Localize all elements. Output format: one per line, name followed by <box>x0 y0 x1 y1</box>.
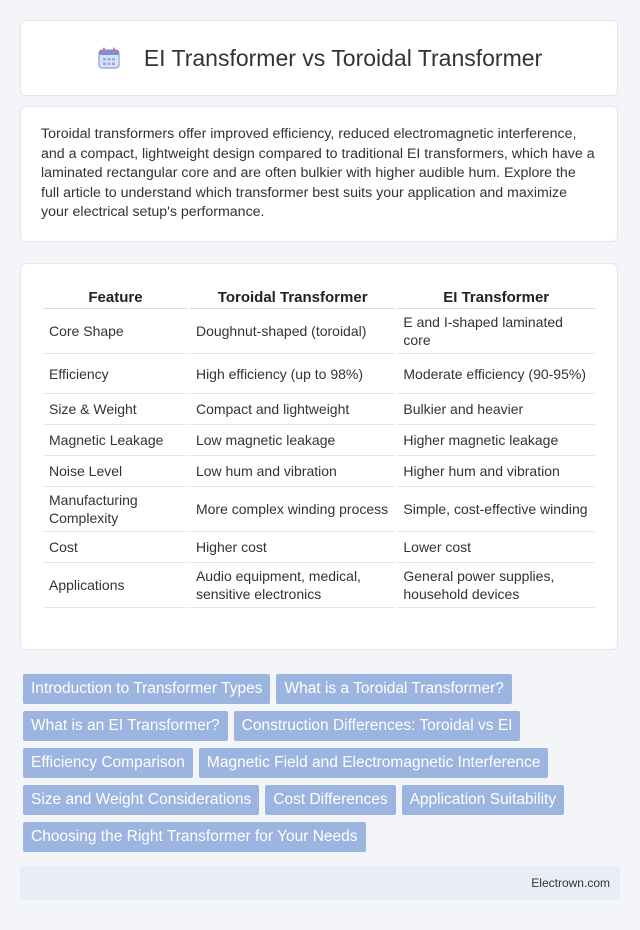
table-row <box>43 563 595 608</box>
header-ei: EI Transformer <box>397 286 595 309</box>
table-cell: Noise Level <box>43 456 188 487</box>
table-cell: Lower cost <box>397 532 595 563</box>
comparison-card <box>20 263 618 650</box>
header-toroidal: Toroidal Transformer <box>190 286 395 309</box>
topic-link[interactable]: Application Suitability <box>402 785 564 815</box>
topic-link[interactable]: Choosing the Right Transformer for Your Needs <box>23 822 366 852</box>
table-cell: Applications <box>43 563 188 608</box>
footer <box>20 866 620 900</box>
table-cell: Higher magnetic leakage <box>397 425 595 456</box>
table-cell: Efficiency <box>43 354 188 394</box>
intro-card <box>20 106 618 242</box>
table-cell: Size & Weight <box>43 394 188 425</box>
table-row <box>43 394 595 425</box>
table-row <box>43 456 595 487</box>
table-cell: Magnetic Leakage <box>43 425 188 456</box>
topic-link[interactable]: Magnetic Field and Electromagnetic Interference <box>199 748 548 778</box>
table-cell: Audio equipment, medical, sensitive electronics <box>190 563 395 608</box>
table-cell: E and I-shaped laminated core <box>397 309 595 354</box>
topic-link[interactable]: Size and Weight Considerations <box>23 785 259 815</box>
header-feature: Feature <box>43 286 188 309</box>
table-cell: Core Shape <box>43 309 188 354</box>
table-row <box>43 309 595 354</box>
topic-link[interactable]: Introduction to Transformer Types <box>23 674 270 704</box>
topic-link[interactable]: What is an EI Transformer? <box>23 711 228 741</box>
page-title <box>96 45 542 72</box>
table-cell: More complex winding process <box>190 487 395 532</box>
table-cell: Compact and lightweight <box>190 394 395 425</box>
table-cell: Higher cost <box>190 532 395 563</box>
footer-site-link[interactable]: Electrown.com <box>531 876 610 890</box>
table-row <box>43 354 595 394</box>
topic-link[interactable]: Construction Differences: Toroidal vs EI <box>234 711 521 741</box>
table-cell: Low hum and vibration <box>190 456 395 487</box>
topic-links <box>20 674 620 859</box>
table-header-row <box>43 286 595 309</box>
comparison-table <box>41 286 597 608</box>
table-cell: Higher hum and vibration <box>397 456 595 487</box>
title-card <box>20 20 618 96</box>
table-cell: Bulkier and heavier <box>397 394 595 425</box>
table-cell: Manufacturing Complexity <box>43 487 188 532</box>
table-cell: Low magnetic leakage <box>190 425 395 456</box>
table-cell: High efficiency (up to 98%) <box>190 354 395 394</box>
topic-link[interactable]: What is a Toroidal Transformer? <box>276 674 511 704</box>
table-cell: Cost <box>43 532 188 563</box>
table-cell: Doughnut-shaped (toroidal) <box>190 309 395 354</box>
table-row <box>43 532 595 563</box>
table-cell: Simple, cost-effective winding <box>397 487 595 532</box>
table-row <box>43 487 595 532</box>
page-title-text: EI Transformer vs Toroidal Transformer <box>143 44 543 71</box>
table-cell: Moderate efficiency (90-95%) <box>397 354 595 394</box>
topic-link[interactable]: Cost Differences <box>265 785 395 815</box>
intro-text: Toroidal transformers offer improved efficiency, reduced electromagnetic interference, and a compact, lightweight design compared to traditional EI transformers, which have a laminated rectangular core and are often bulkier with higher audible hum. Explore the full article to understand which transformer best suits your application and maximize your electrical setup's performance. <box>41 126 595 220</box>
calendar-icon <box>96 45 122 71</box>
table-cell: General power supplies, household devices <box>397 563 595 608</box>
topic-link[interactable]: Efficiency Comparison <box>23 748 193 778</box>
table-row <box>43 425 595 456</box>
